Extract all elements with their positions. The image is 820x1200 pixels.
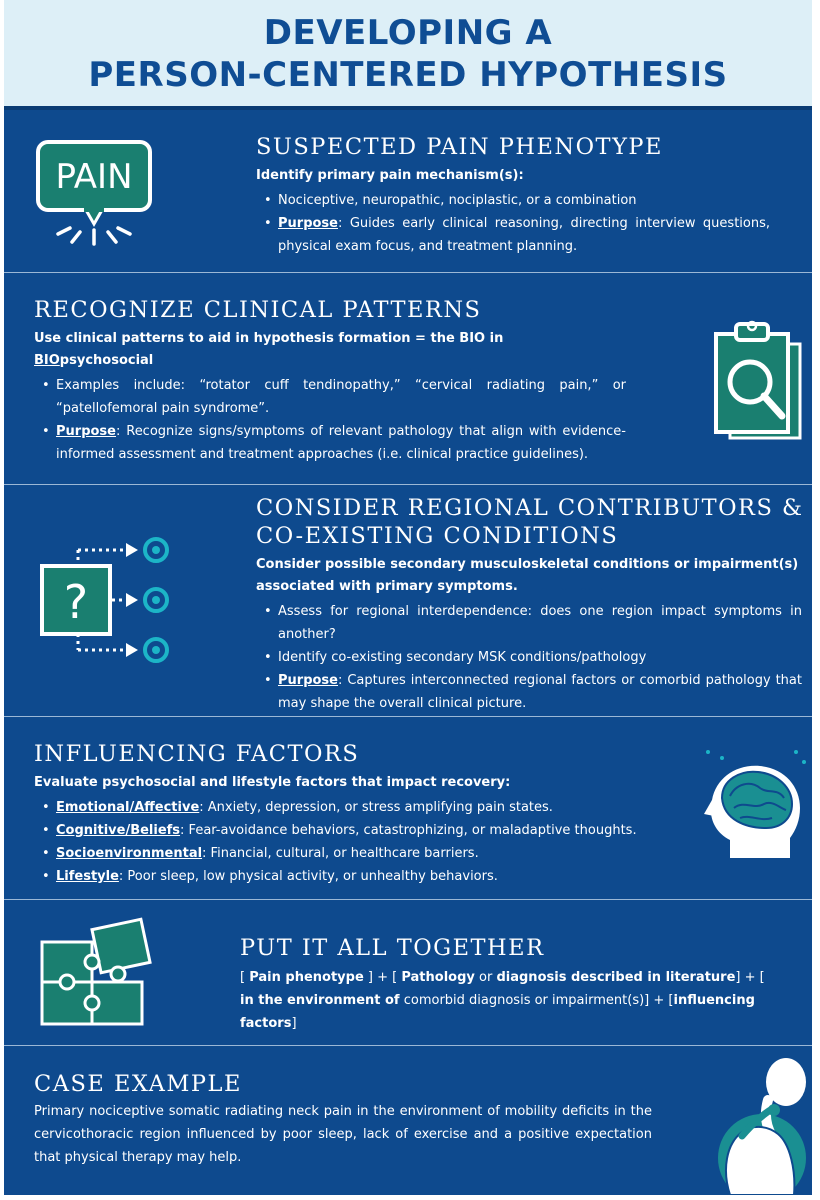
list-item [256,600,802,646]
section-lead: Identify primary pain mechanism(s): [256,168,524,183]
formula-key: influencing factors [240,993,755,1031]
section-lead: Consider possible secondary musculoskeletal conditions or impairment(s) associated with primary symptoms. [256,557,799,594]
list-item [256,212,770,258]
neck-pain-person-icon [708,1052,812,1195]
lead-text: Use clinical patterns to aid in hypothesis formation = the BIO in [34,331,504,346]
puzzle-pieces-icon [38,914,158,1030]
section-divider [4,899,812,900]
section-influencing-factors [34,740,694,888]
purpose-label: Purpose [278,216,338,231]
section-title-line1: CONSIDER REGIONAL CONTRIBUTORS & [256,495,804,521]
list-item-text: Identify co-existing secondary MSK conditions/pathology [278,650,647,665]
section-case-example [34,1070,652,1169]
section-title: INFLUENCING FACTORS [34,741,360,767]
header-stripe [4,106,812,110]
hypothesis-formula [240,966,780,1035]
factor-label: Cognitive/Beliefs [56,823,181,838]
formula-key: Pathology [401,970,475,985]
section-title: PUT IT ALL TOGETHER [240,935,545,961]
page-title-line1: DEVELOPING A [263,13,553,53]
section-divider [4,484,812,485]
list-item [34,374,626,420]
factor-label: Socioenvironmental [56,846,203,861]
lead-bio: BIO [34,353,60,368]
section-title-line2: CO-EXISTING CONDITIONS [256,523,619,549]
section-title: SUSPECTED PAIN PHENOTYPE [256,134,663,160]
head-brain-icon [700,748,812,866]
purpose-text: : Guides early clinical reasoning, directing interview questions, physical exam focus, and treatment planning. [278,216,770,254]
list-item-text: Examples include: “rotator cuff tendinopathy,” “cervical radiating pain,” or “patellofemoral pain syndrome”. [56,378,626,416]
purpose-label: Purpose [56,424,116,439]
question-glyph: ? [63,575,89,629]
formula-part: or [474,970,497,985]
section-divider [4,1045,812,1046]
section-divider [4,272,812,273]
factor-text: : Financial, cultural, or healthcare barriers. [202,846,479,861]
list-item [34,842,694,865]
list-item [256,669,802,715]
factor-text: : Fear-avoidance behaviors, catastrophizing, or maladaptive thoughts. [180,823,637,838]
formula-key: Pain phenotype [249,970,364,985]
lead-text-end: psychosocial [59,353,154,368]
section-title: RECOGNIZE CLINICAL PATTERNS [34,297,482,323]
factor-text: : Anxiety, depression, or stress amplifying pain states. [199,800,553,815]
formula-key: diagnosis described in literature [496,970,736,985]
formula-part: comorbid diagnosis or impairment(s)] + [ [399,993,674,1008]
formula-part: [ [240,970,250,985]
purpose-text: : Captures interconnected regional factors or comorbid pathology that may shape the overall clinical picture. [278,673,802,711]
header-banner [4,0,812,106]
list-item [34,796,694,819]
list-item [34,819,694,842]
factor-label: Emotional/Affective [56,800,200,815]
list-item [256,189,770,212]
purpose-label: Purpose [278,673,338,688]
formula-part: ] + [ [735,970,765,985]
list-item-text: Assess for regional interdependence: does one region impact symptoms in another? [278,604,802,642]
formula-part: ] + [ [363,970,402,985]
purpose-text: : Recognize signs/symptoms of relevant pathology that align with evidence-informed assessment and treatment approaches (i.e. clinical practice guidelines). [56,424,626,462]
section-divider [4,716,812,717]
infographic [4,0,812,1195]
factor-label: Lifestyle [56,869,119,884]
pain-speech-bubble-icon [34,138,159,253]
list-item [256,646,802,669]
section-clinical-patterns [34,296,626,466]
section-lead: Evaluate psychosocial and lifestyle factors that impact recovery: [34,775,511,790]
list-item [34,420,626,466]
case-text: Primary nociceptive somatic radiating neck pain in the environment of mobility deficits in the cervicothoracic region influenced by poor sleep, lack of exercise and a positive expectation that physical therapy may help. [34,1104,652,1165]
section-lead [34,328,626,372]
section-pain-phenotype [256,133,770,258]
list-item [34,865,694,888]
section-put-it-together [240,934,780,1035]
section-regional-contributors [256,494,802,715]
question-box-targets-icon [38,538,178,666]
formula-part: ] [291,1016,297,1031]
formula-key: in the environment of [240,993,400,1008]
factor-text: : Poor sleep, low physical activity, or unhealthy behaviors. [118,869,498,884]
section-title: CASE EXAMPLE [34,1071,242,1097]
pain-icon-label: PAIN [55,157,133,197]
clipboard-magnifier-icon [708,318,804,442]
page-title-line2: PERSON-CENTERED HYPOTHESIS [88,55,728,95]
list-item-text: Nociceptive, neuropathic, nociplastic, or a combination [278,193,637,208]
